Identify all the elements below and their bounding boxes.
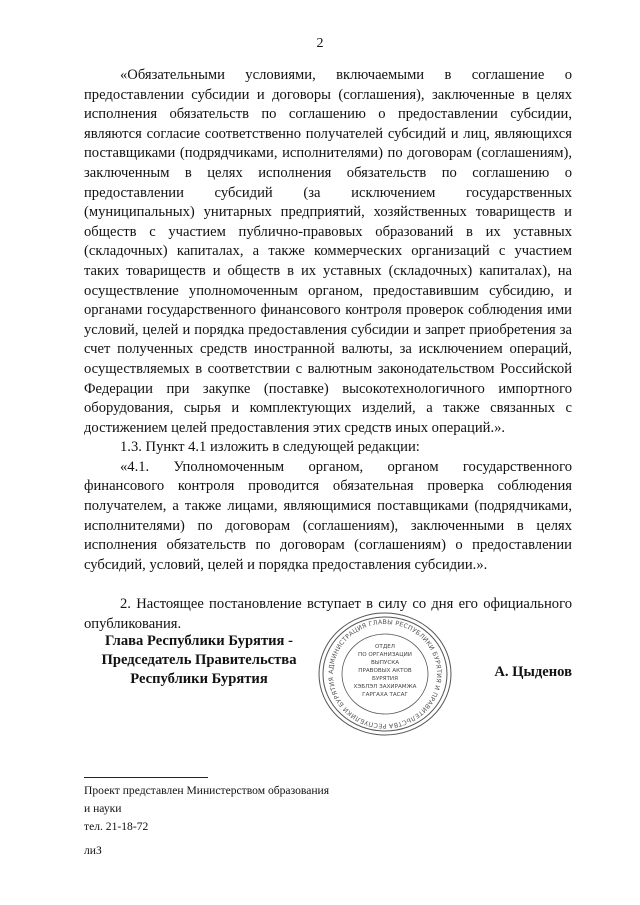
signatory-title-line: Председатель Правительства xyxy=(101,652,297,668)
signatory-title xyxy=(84,632,314,689)
seal-center-text: ГАРГАХА ТАСАГ xyxy=(362,692,408,698)
seal-center-text: ОТДЕЛ xyxy=(375,644,395,650)
footnote-code: лиЗ xyxy=(84,844,102,857)
paragraph-item-1-3: 1.3. Пункт 4.1 изложить в следующей редакции: xyxy=(120,439,420,456)
footnote-divider xyxy=(84,777,208,778)
footnote-line: и науки xyxy=(84,802,122,815)
seal-center-text: БУРЯТИЯ xyxy=(372,676,398,682)
signatory-title-line: Республики Бурятия xyxy=(130,671,268,687)
paragraph-item-4-1: «4.1. Уполномоченным органом, органом государственного финансового контроля проводится обязательная проверка соблюдения получателем, а также лицами, являющимися поставщиками (подрядчиками, исполнителями) по договорам (соглашениям), заключенными в целях исполнения обязательств по договорам (соглашениям) о предоставлении субсидий, условий, целей и порядка предоставления субсидии.». xyxy=(84,458,572,573)
footnote xyxy=(84,782,329,860)
seal-ring-text: АДМИНИСТРАЦИЯ ГЛАВЫ РЕСПУБЛИКИ БУРЯТИЯ И ПРАВИТЕЛЬСТВА РЕСПУБЛИКИ БУРЯТИЯ xyxy=(327,618,443,730)
seal-center-text: ХЭБЛЭЛ ЗАХИРАМЖА xyxy=(353,684,417,690)
seal-center-text: ПРАВОВЫХ АКТОВ xyxy=(358,668,412,674)
seal-center-text: ВЫПУСКА xyxy=(370,660,400,666)
signature-block xyxy=(84,618,572,730)
footnote-line: Проект представлен Министерством образования xyxy=(84,784,330,797)
paragraph-effective-date: 2. Настоящее постановление вступает в силу со дня его официального опубликования. xyxy=(84,596,572,633)
signatory-title-line: Глава Республики Бурятия - xyxy=(105,633,293,649)
paragraph-subsidy-conditions: «Обязательными условиями, включаемыми в соглашение о предоставлении субсидии и договоры (соглашения), заключенные в целях исполнения обязательств по соглашению о предоставлении субсидии, являются согласие соответственно получателей субсидий и лиц, являющихся поставщиками (подрядчиками, исполнителями) по договорам (соглашениям), заключенным в целях исполнения обязательств по соглашению о предоставлении субсидий (за исключением государственных (муниципальных) унитарных предприятий, хозяйственных товариществ и обществ с участием публично-правовых образований в их уставных (складочных) капиталах, а также коммерческих организаций с участием таких товариществ и обществ в их уставных (складочных) капиталах), на осуществление уполномоченным органом, предоставившим субсидию, и органами государственного финансового контроля проверок соблюдения ими условий, целей и порядка предоставления субсидии и запрет приобретения за счет полученных средств иностранной валюты, за исключением операций, осуществляемых в соответствии с валютным законодательством Российской Федерации при закупке (поставке) высокотехнологичного импортного оборудования, сырья и комплектующих изделий, а также связанных с достижением целей предоставления этих средств иных операций.». xyxy=(84,67,572,436)
seal-center-text: ПО ОРГАНИЗАЦИИ xyxy=(358,652,412,658)
document-body xyxy=(84,66,572,635)
page-number: 2 xyxy=(316,36,324,51)
signatory-name: А. Цыденов xyxy=(494,664,572,680)
footnote-line: тел. 21-18-72 xyxy=(84,820,149,833)
official-seal-stamp xyxy=(316,610,454,738)
